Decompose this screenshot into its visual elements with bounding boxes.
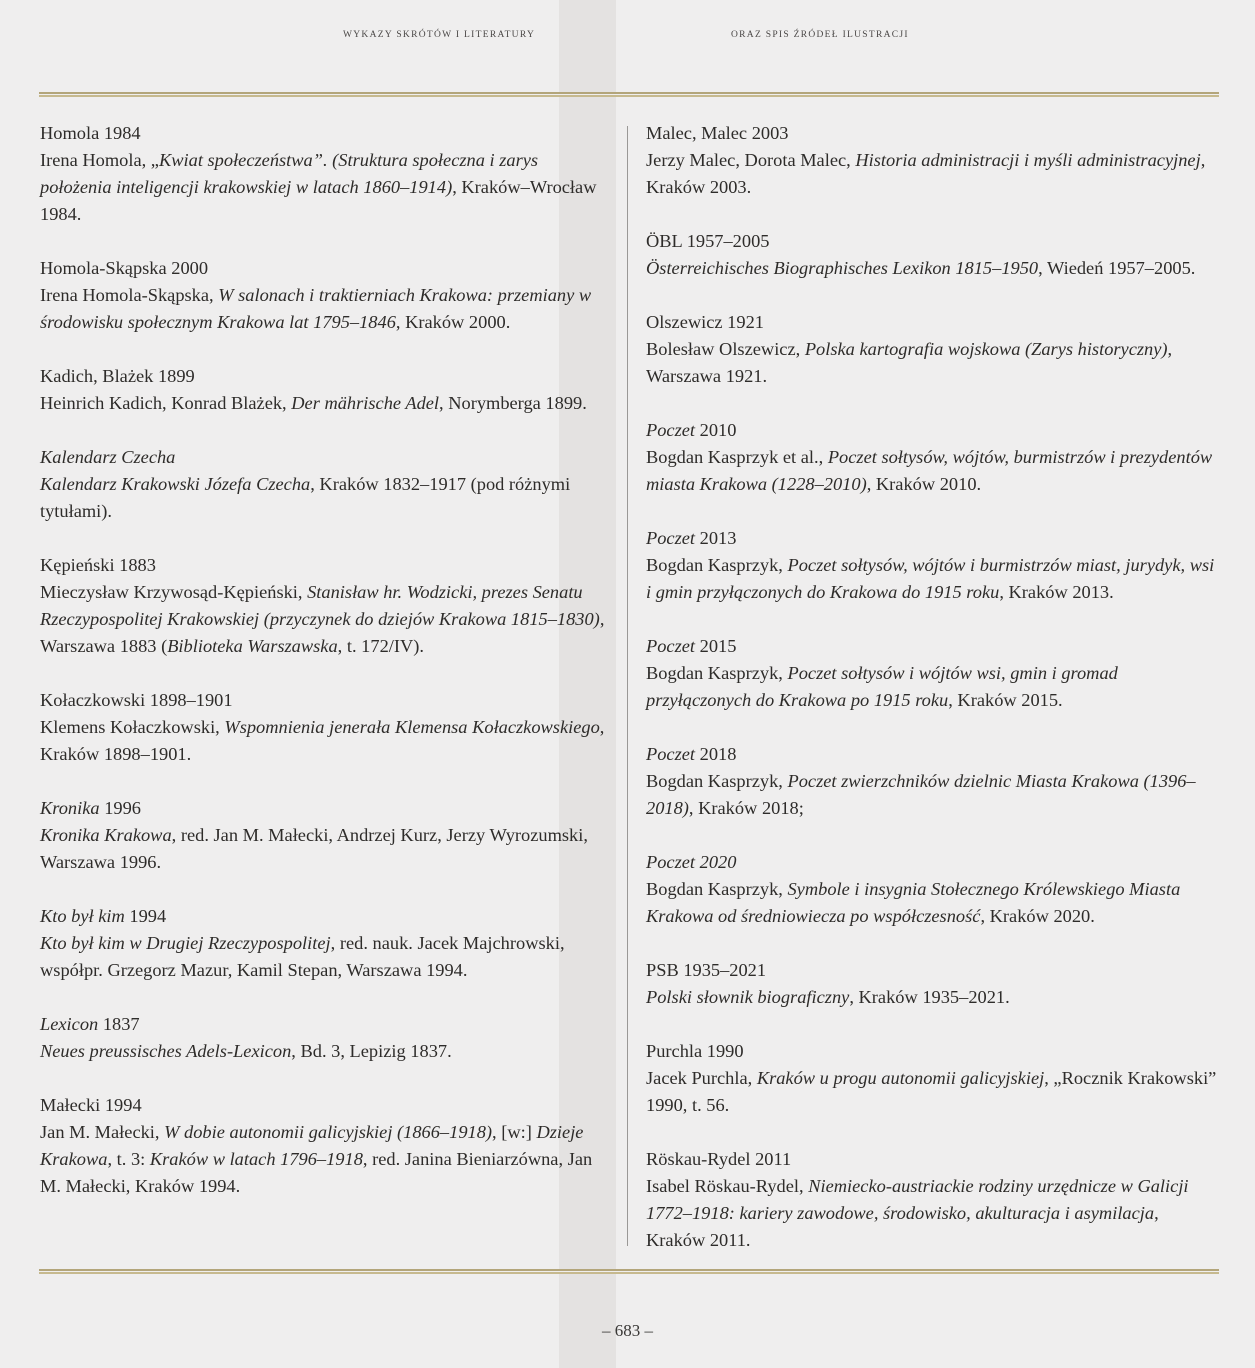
entry-citation [646, 444, 1218, 498]
bibliography-entry [646, 1146, 1218, 1254]
citation-segment: Der mährische Adel [291, 393, 440, 413]
top-rule-divider [39, 92, 1219, 98]
citation-segment: Niemiecko-austriackie rodziny urzędnicze w Galicji 1772–1918: kariery zawodowe, środowisko, akulturacja i asymilacja [646, 1176, 1189, 1223]
bibliography-entry [40, 687, 605, 768]
entry-key-text: Kołaczkowski 1898–1901 [40, 690, 233, 710]
citation-segment: , red. Janina Bieniarzówna, Jan M. Małecki, Kraków 1994. [40, 1149, 593, 1196]
bibliography-entry [646, 957, 1218, 1011]
citation-segment: , Kraków 1898–1901. [40, 717, 605, 764]
entry-key-text: Poczet [646, 744, 696, 764]
entry-citation [646, 1065, 1218, 1119]
citation-segment: , Kraków 2003. [646, 150, 1206, 197]
citation-segment: Kwiat społeczeństwa”. (Struktura społeczna i zarys położenia inteligencji krakowskiej w latach 1860–1914) [40, 150, 539, 197]
citation-segment: Poczet sołtysów, wójtów i burmistrzów miast, jurydyk, wsi i gmin przyłączonych do Krakowa do 1915 roku [646, 555, 1215, 602]
bibliography-entry [40, 1092, 605, 1200]
bibliography-entry [646, 525, 1218, 606]
entry-citation [40, 390, 605, 417]
entry-key [40, 687, 605, 714]
citation-segment: , Norymberga 1899. [439, 393, 587, 413]
citation-segment: Wspomnienia jenerała Klemensa Kołaczkowskiego [224, 717, 600, 737]
citation-segment: , Bd. 3, Lepizig 1837. [291, 1041, 452, 1061]
citation-segment: Polska kartografia wojskowa (Zarys historyczny) [804, 339, 1168, 359]
citation-segment: , red. Jan M. Małecki, Andrzej Kurz, Jerzy Wyrozumski, Warszawa 1996. [40, 825, 588, 872]
entry-key-text: Poczet 2020 [646, 852, 737, 872]
citation-segment: Poczet sołtysów i wójtów wsi, gmin i gromad przyłączonych do Krakowa po 1915 roku [646, 663, 1118, 710]
citation-segment: Bogdan Kasprzyk, [646, 663, 788, 683]
entry-key [646, 417, 1218, 444]
citation-segment: Bogdan Kasprzyk, [646, 555, 788, 575]
bibliography-entry [646, 417, 1218, 498]
entry-citation [40, 471, 605, 525]
entry-citation [646, 876, 1218, 930]
citation-segment: Kronika Krakowa [40, 825, 172, 845]
entry-citation [646, 984, 1218, 1011]
bibliography-entry [646, 228, 1218, 282]
citation-segment: , [w:] [492, 1122, 537, 1142]
citation-segment: , Kraków 1832–1917 (pod różnymi tytułami). [40, 474, 571, 521]
bibliography-entry [646, 741, 1218, 822]
entry-key-text: Poczet [646, 528, 696, 548]
entry-key-text: PSB 1935–2021 [646, 960, 767, 980]
bibliography-entry [40, 903, 605, 984]
entry-key-year: 2015 [695, 636, 737, 656]
citation-segment: Symbole i insygnia Stołecznego Królewskiego Miasta Krakowa od średniowiecza po współczesność [646, 879, 1181, 926]
citation-segment: , Warszawa 1883 ( [40, 609, 605, 656]
citation-segment: , Kraków 2018; [688, 798, 804, 818]
running-header-right: ORAZ SPIS ŹRÓDEŁ ILUSTRACJI [731, 30, 909, 40]
entry-key-year: 1837 [98, 1014, 140, 1034]
entry-key [646, 741, 1218, 768]
citation-segment: , Kraków 2011. [646, 1203, 1159, 1250]
entry-citation [646, 147, 1218, 201]
bottom-rule-divider [39, 1269, 1219, 1275]
citation-segment: , Kraków 2010. [866, 474, 982, 494]
entry-key [646, 633, 1218, 660]
entry-key-year: 2018 [695, 744, 737, 764]
entry-citation [40, 714, 605, 768]
entry-key [40, 795, 605, 822]
entry-key [40, 1092, 605, 1119]
bibliography-entry [40, 795, 605, 876]
column-divider [627, 126, 628, 1246]
citation-segment: , Kraków–Wrocław 1984. [40, 177, 597, 224]
entry-key-text: Kępieński 1883 [40, 555, 156, 575]
citation-segment: Klemens Kołaczkowski, [40, 717, 225, 737]
bibliography-entry [646, 1038, 1218, 1119]
entry-key [40, 255, 605, 282]
entry-citation [646, 336, 1218, 390]
bibliography-entry [646, 309, 1218, 390]
citation-segment: , red. nauk. Jacek Majchrowski, współpr. Grzegorz Mazur, Kamil Stepan, Warszawa 1994. [40, 933, 565, 980]
citation-segment: Neues preussisches Adels-Lexicon [40, 1041, 292, 1061]
entry-key-text: Malec, Malec 2003 [646, 123, 789, 143]
entry-key [40, 444, 605, 471]
citation-segment: , Kraków 2013. [999, 582, 1114, 602]
bibliography-entry [40, 444, 605, 525]
entry-key-text: Kronika [40, 798, 100, 818]
entry-key-year: 2013 [695, 528, 737, 548]
citation-segment: , Kraków 2015. [948, 690, 1063, 710]
entry-key-text: Lexicon [40, 1014, 99, 1034]
citation-segment: , Wiedeń 1957–2005. [1038, 258, 1196, 278]
entry-key-year: 1994 [124, 906, 167, 926]
citation-segment: Kraków w latach 1796–1918 [149, 1149, 363, 1169]
entry-key [40, 552, 605, 579]
citation-segment: Bogdan Kasprzyk, [646, 771, 788, 791]
running-header-left: WYKAZY SKRÓTÓW I LITERATURY [343, 30, 536, 40]
citation-segment: , Warszawa 1921. [646, 339, 1173, 386]
entry-key [40, 903, 605, 930]
bibliography-entry [40, 1011, 605, 1065]
entry-key [40, 1011, 605, 1038]
entry-key [646, 957, 1218, 984]
entry-citation [40, 579, 605, 660]
citation-segment: Jacek Purchla, [646, 1068, 757, 1088]
bibliography-entry [40, 363, 605, 417]
citation-segment: , „Rocznik Krakowski” 1990, t. 56. [646, 1068, 1217, 1115]
entry-key-text: Purchla 1990 [646, 1041, 744, 1061]
citation-segment: Poczet zwierzchników dzielnic Miasta Krakowa (1396–2018) [646, 771, 1196, 818]
entry-key [40, 120, 605, 147]
entry-key-text: Małecki 1994 [40, 1095, 142, 1115]
entry-key [646, 309, 1218, 336]
entry-key [646, 849, 1218, 876]
bibliography-entry [646, 120, 1218, 201]
entry-citation [646, 768, 1218, 822]
citation-segment: Kto był kim w Drugiej Rzeczypospolitej [40, 933, 331, 953]
citation-segment: Historia administracji i myśli administracyjnej [855, 150, 1201, 170]
entry-key [646, 1038, 1218, 1065]
bibliography-right-column [646, 120, 1218, 1281]
entry-key-text: Poczet [646, 636, 696, 656]
bibliography-entry [646, 849, 1218, 930]
entry-key-text: Kadich, Blażek 1899 [40, 366, 195, 386]
bibliography-entry [40, 255, 605, 336]
citation-segment: , t. 3: [107, 1149, 150, 1169]
citation-segment: Isabel Röskau-Rydel, [646, 1176, 809, 1196]
bibliography-entry [646, 633, 1218, 714]
entry-key-text: Kto był kim [40, 906, 125, 926]
entry-key [646, 120, 1218, 147]
citation-segment: Irena Homola-Skąpska, [40, 285, 219, 305]
entry-key [646, 1146, 1218, 1173]
entry-citation [40, 822, 605, 876]
entry-key-year: 2010 [695, 420, 737, 440]
citation-segment: Bolesław Olszewicz, [646, 339, 805, 359]
entry-key-text: Homola-Skąpska 2000 [40, 258, 209, 278]
entry-key [40, 363, 605, 390]
entry-key-text: Poczet [646, 420, 696, 440]
entry-citation [40, 1119, 605, 1200]
citation-segment: Poczet sołtysów, wójtów, burmistrzów i prezydentów miasta Krakowa (1228–2010) [646, 447, 1213, 494]
entry-key-text: Röskau-Rydel 2011 [646, 1149, 792, 1169]
citation-segment: W salonach i traktierniach Krakowa: przemiany w środowisku społecznym Krakowa lat 1795–1846 [40, 285, 592, 332]
citation-segment: Biblioteka Warszawska [167, 636, 338, 656]
entry-citation [40, 282, 605, 336]
citation-segment: Jan M. Małecki, [40, 1122, 165, 1142]
bibliography-left-column [40, 120, 605, 1227]
citation-segment: Kraków u progu autonomii galicyjskiej [756, 1068, 1045, 1088]
citation-segment: Stanisław hr. Wodzicki, prezes Senatu Rzeczypospolitej Krakowskiej (przyczynek do dziejów Krakowa 1815–1830) [40, 582, 600, 629]
citation-segment: Mieczysław Krzywosąd-Kępieński, [40, 582, 308, 602]
entry-citation [40, 147, 605, 228]
citation-segment: Dzieje Krakowa [40, 1122, 584, 1169]
page-number: – 683 – [602, 1321, 653, 1340]
bibliography-entry [40, 552, 605, 660]
citation-segment: Polski słownik biograficzny [646, 987, 850, 1007]
entry-citation [646, 255, 1218, 282]
entry-citation [646, 1173, 1218, 1254]
entry-citation [646, 660, 1218, 714]
citation-segment: Kalendarz Krakowski Józefa Czecha [40, 474, 311, 494]
entry-key-year: 1996 [99, 798, 141, 818]
citation-segment: Irena Homola, „ [40, 150, 159, 170]
citation-segment: Österreichisches Biographisches Lexikon 1815–1950 [646, 258, 1039, 278]
bibliography-entry [40, 120, 605, 228]
entry-citation [40, 930, 605, 984]
entry-citation [40, 1038, 605, 1065]
citation-segment: Bogdan Kasprzyk et al., [646, 447, 828, 467]
entry-key-text: Kalendarz Czecha [40, 447, 176, 467]
entry-citation [646, 552, 1218, 606]
entry-key-text: ÖBL 1957–2005 [646, 231, 770, 251]
citation-segment: , Kraków 1935–2021. [849, 987, 1010, 1007]
citation-segment: , t. 172/IV). [337, 636, 424, 656]
entry-key-text: Olszewicz 1921 [646, 312, 764, 332]
citation-segment: , Kraków 2000. [395, 312, 511, 332]
citation-segment: W dobie autonomii galicyjskiej (1866–1918) [164, 1122, 493, 1142]
citation-segment: Bogdan Kasprzyk, [646, 879, 788, 899]
entry-key-text: Homola 1984 [40, 123, 141, 143]
citation-segment: , Kraków 2020. [980, 906, 1095, 926]
entry-key [646, 525, 1218, 552]
entry-key [646, 228, 1218, 255]
citation-segment: Heinrich Kadich, Konrad Blażek, [40, 393, 292, 413]
citation-segment: Jerzy Malec, Dorota Malec, [646, 150, 856, 170]
